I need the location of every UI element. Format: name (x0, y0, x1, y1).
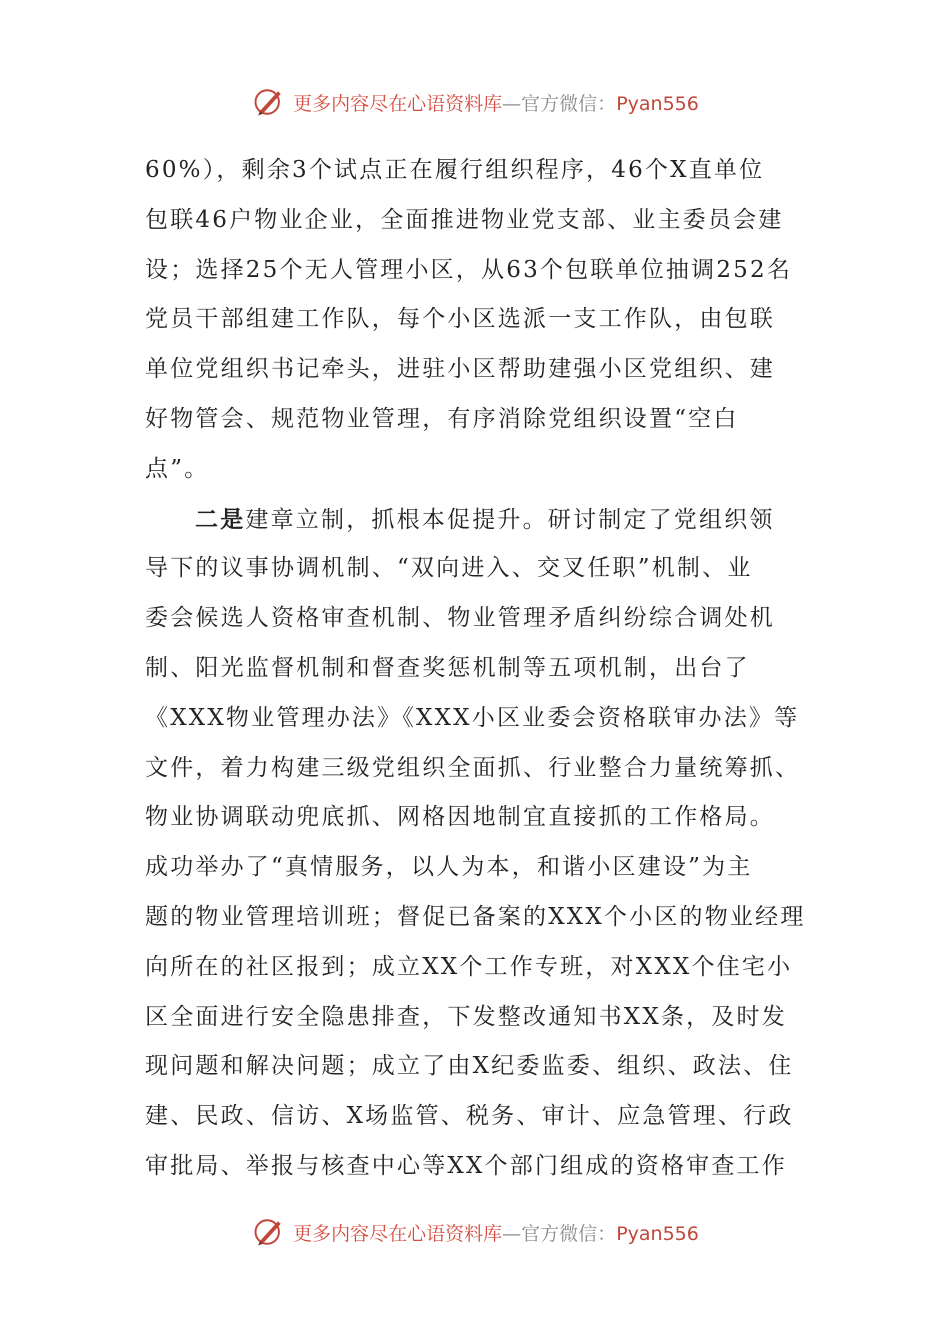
header-banner-wechat-label: —官方微信： (502, 92, 617, 115)
text-line: 文件，着力构建三级党组织全面抓、行业整合力量统筹抓、 (145, 754, 801, 781)
text-line: 《XXX物业管理办法》《XXX小区业委会资格联审办法》等 (145, 704, 800, 731)
text-line: 制、阳光监督机制和督查奖惩机制等五项机制，出台了 (145, 654, 750, 681)
pen-logo-icon (251, 1214, 287, 1250)
text-line: 设；选择25个无人管理小区，从63个包联单位抽调252名 (145, 256, 793, 283)
paragraph-2-first-line-text: 建章立制，抓根本促提升。研讨制定了党组织领 (245, 506, 775, 533)
paragraph-2-first-line (145, 495, 807, 545)
text-line: 区全面进行安全隐患排查，下发整改通知书XX条，及时发 (145, 1003, 787, 1030)
text-line: 审批局、举报与核查中心等XX个部门组成的资格审查工作 (145, 1152, 787, 1179)
pen-logo-icon (251, 84, 287, 120)
footer-banner-title: 更多内容尽在心语资料库 (293, 1222, 503, 1245)
text-line: 60%），剩余3个试点正在履行组织程序，46个X直单位 (145, 157, 765, 183)
text-line: 包联46户物业企业，全面推进物业党支部、业主委员会建 (145, 206, 784, 233)
text-line: 党员干部组建工作队，每个小区选派一支工作队，由包联 (145, 306, 775, 333)
document-body (145, 146, 807, 1192)
header-banner (0, 82, 950, 122)
footer-banner-wechat-label: —官方微信： (502, 1222, 617, 1245)
footer-banner (0, 1212, 950, 1252)
text-line: 导下的议事协调机制、“双向进入、交叉任职”机制、业 (145, 555, 753, 582)
text-line: 成功举办了“真情服务，以人为本，和谐小区建设”为主 (145, 854, 753, 881)
text-line: 好物管会、规范物业管理，有序消除党组织设置“空白 (145, 405, 739, 432)
footer-banner-text (293, 1219, 699, 1246)
footer-banner-wechat-id: Pyan556 (616, 1222, 699, 1245)
text-line: 向所在的社区报到；成立XX个工作专班，对XXX个住宅小 (145, 953, 793, 980)
header-banner-title: 更多内容尽在心语资料库 (293, 92, 503, 115)
text-line: 委会候选人资格审查机制、物业管理矛盾纠纷综合调处机 (145, 605, 775, 632)
paragraph-2-lead: 二是 (195, 505, 246, 533)
text-line: 物业协调联动兜底抓、网格因地制宜直接抓的工作格局。 (145, 804, 775, 831)
text-line: 点”。 (145, 455, 210, 482)
header-banner-text (293, 89, 699, 116)
text-line: 题的物业管理培训班；督促已备案的XXX个小区的物业经理 (145, 903, 806, 930)
text-line: 建、民政、信访、X场监管、税务、审计、应急管理、行政 (145, 1103, 794, 1130)
header-banner-wechat-id: Pyan556 (616, 92, 699, 115)
text-line: 单位党组织书记牵头，进驻小区帮助建强小区党组织、建 (145, 356, 775, 383)
text-line: 现问题和解决问题；成立了由X纪委监委、组织、政法、住 (145, 1053, 794, 1080)
